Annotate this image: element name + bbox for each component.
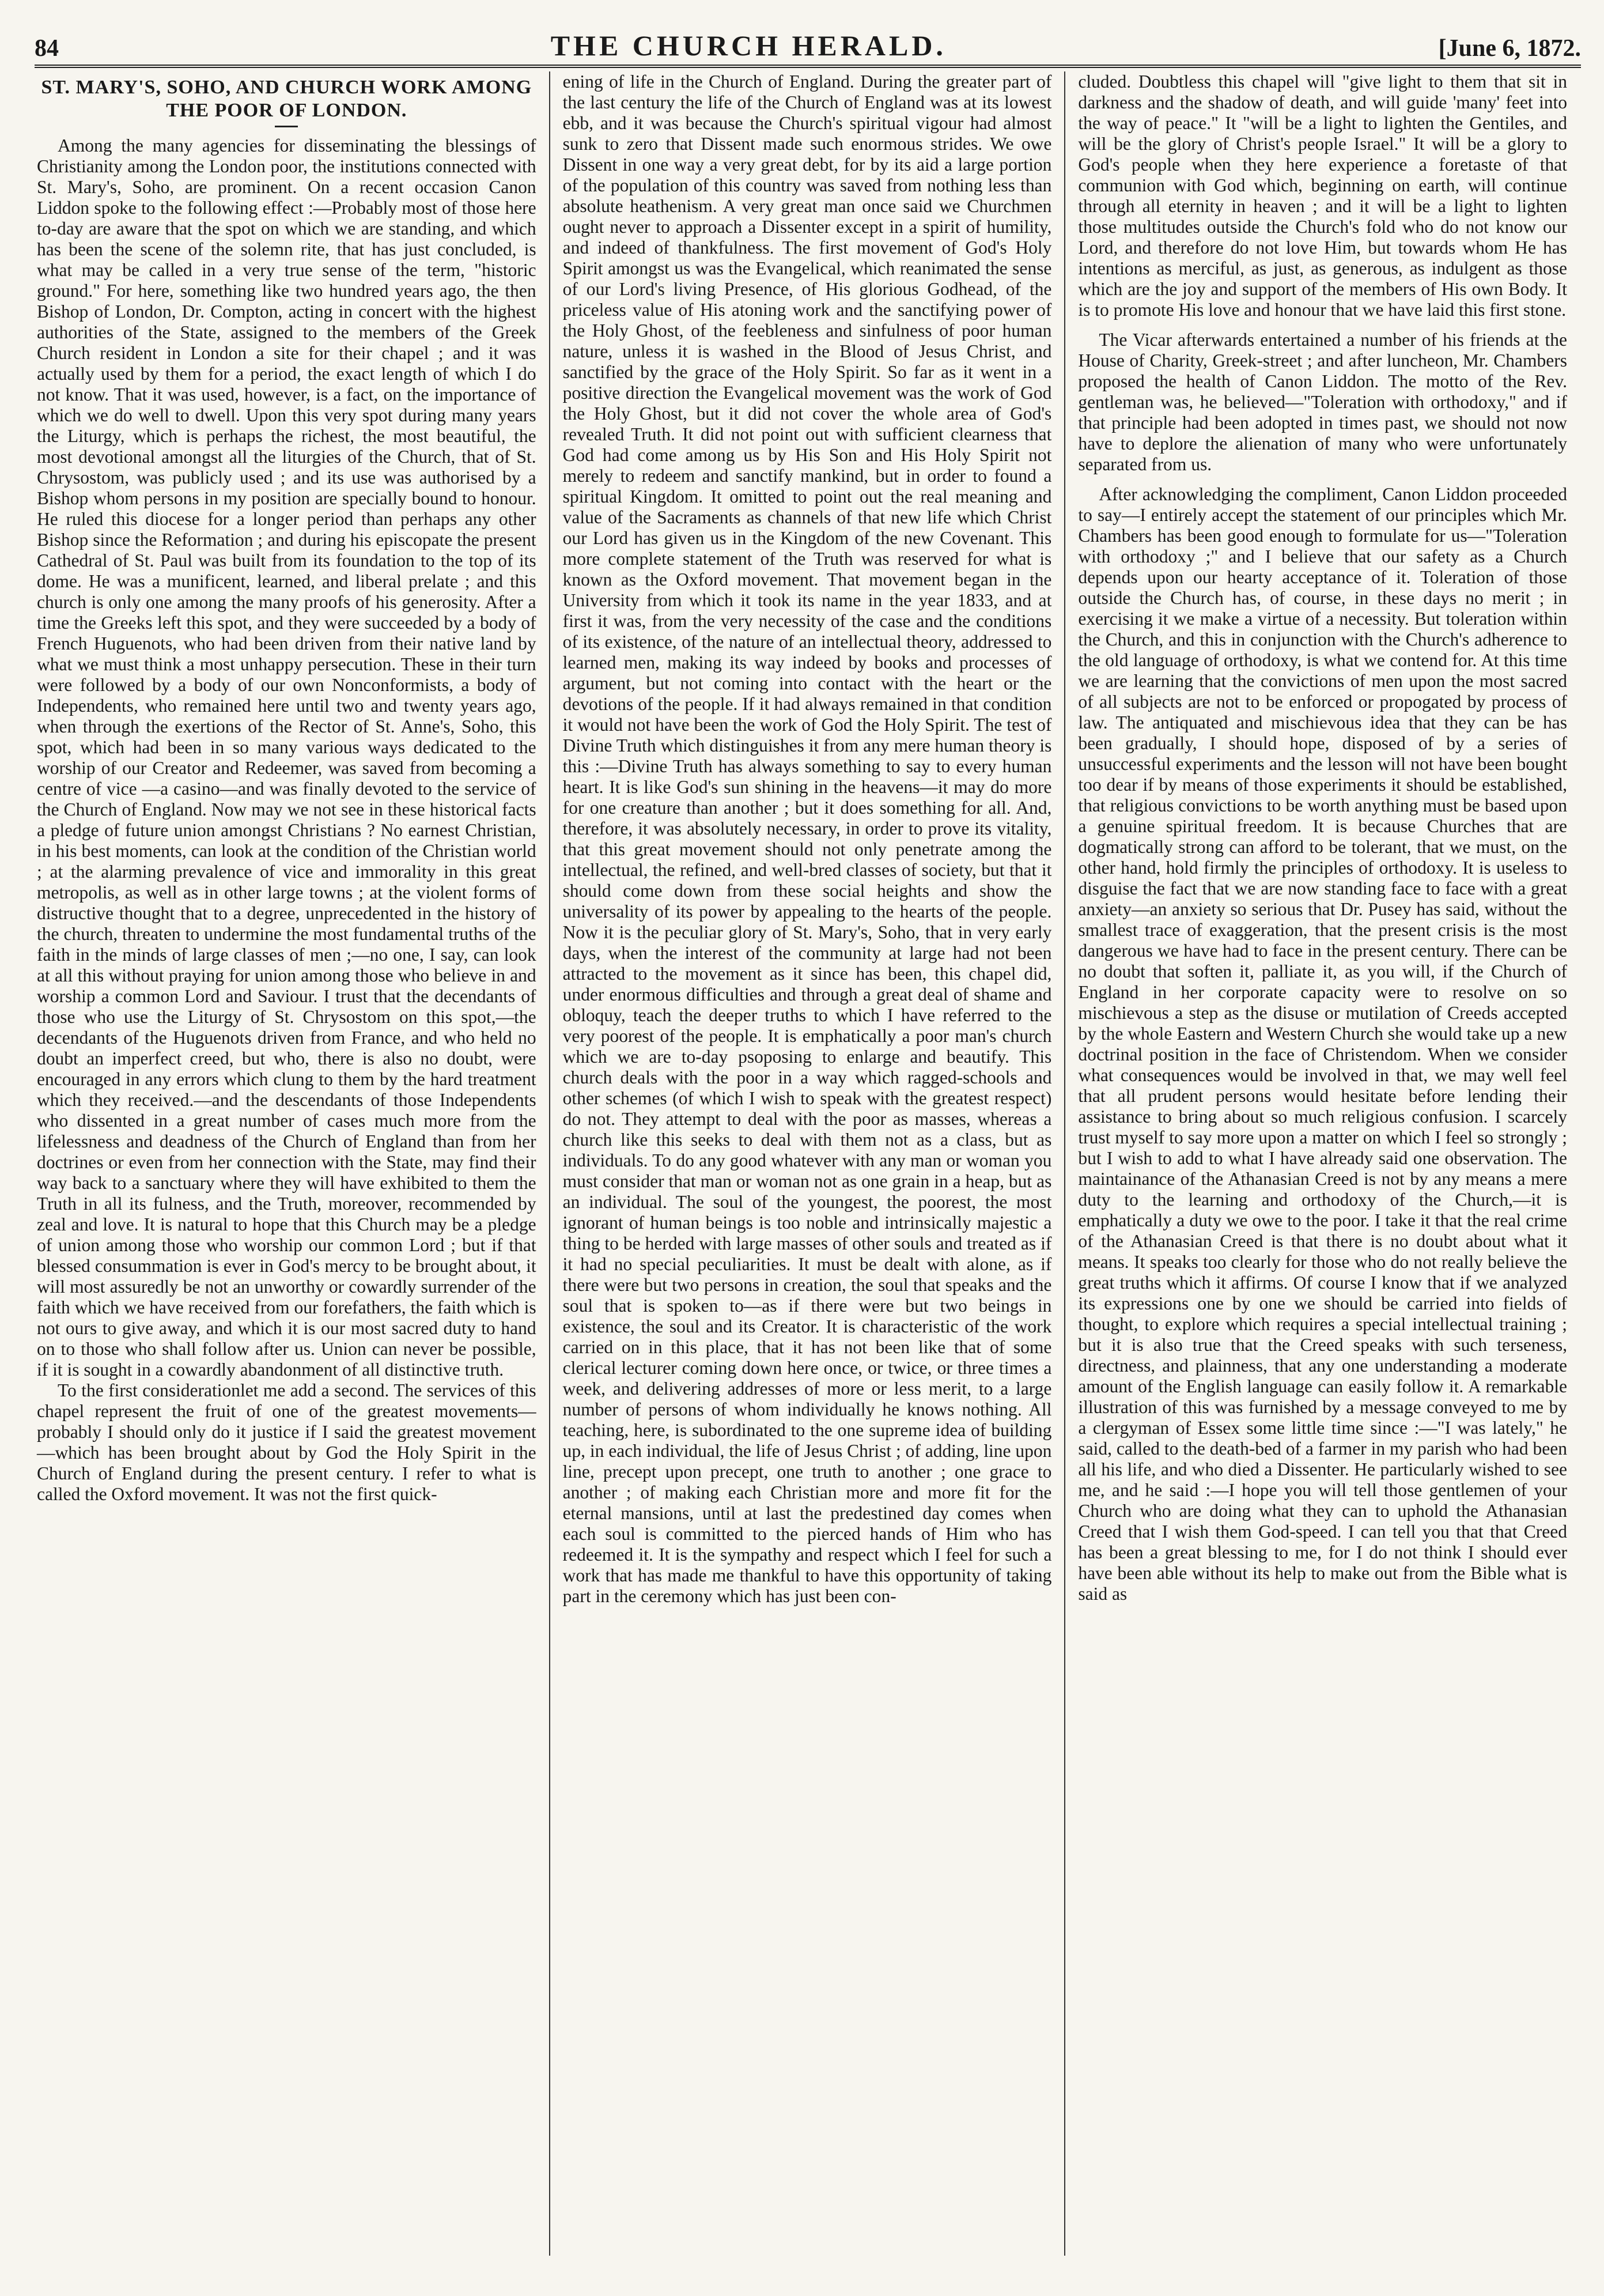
paragraph: Among the many agencies for disseminating the blessings of Christianity among the London poor, the institutions connected with St. Mary's, Soho, are prominent. On a recent occasion Canon Liddon spoke to the following effect :—Probably most of those here to-day are aware that the spot on which we are standing, and which has been the scene of the solemn rite, that has just concluded, is what may be called in a very true sense of the term, "historic ground." For here, something like two hundred years ago, the then Bishop of London, Dr. Compton, acting in concert with the highest authorities of the State, assigned to the members of the Greek Church resident in London a site for their chapel ; and it was actually used by them for a period, the exact length of which I do not know. That it was used, however, is a fact, on the importance of which we do well to dwell. Upon this very spot during many years the Liturgy, which is perhaps the richest, the most beautiful, the most devotional amongst all the liturgies of the Church, that of St. Chrysostom, was publicly used ; and its use was authorised by a Bishop whom persons in my position are specially bound to honour. He ruled this diocese for a longer period than perhaps any other Bishop since the Reformation ; and during his episcopate the present Cathedral of St. Paul was built from its foundation to the top of its dome. He was a munificent, learned, and liberal prelate ; and this church is only one among the many proofs of his generosity. After a time the Greeks left this spot, and they were succeeded by a body of French Huguenots, who had been driven from their native land by what we must think a most unhappy persecution. These in their turn were followed by a body of our own Nonconformists, a body of Independents, who remained here until two and twenty years ago, when through the exertions of the Rector of St. Anne's, Soho, this spot, which had been in so many various ways dedicated to the worship of our Creator and Redeemer, was saved from becoming a centre of vice —a casino—and was finally devoted to the service of the Church of England. Now may we not see in these historical facts a pledge of future union amongst Christians ? No earnest Christian, in his best moments, can look at the condition of the Christian world ; at the alarming prevalence of vice and immorality in this great metropolis, as well as in other large towns ; at the violent forms of distructive thought that to a degree, unprecedented in the history of the church, threaten to undermine the most fundamental truths of the faith in the minds of large classes of men ;—no one, I say, can look at all this without praying for union among those who believe in and worship a common Lord and Saviour. I trust that the decendants of those who use the Liturgy of St. Chrysostom on this spot,—the decendants of the Huguenots driven from France, and who held no doubt an imperfect creed, but who, there is also no doubt, were encouraged in any errors which clung to them by the hard treatment which they received.—and the descendants of those Independents who dissented in a great number of cases much more from the lifelessness and deadness of the Church of England than from her doctrines or even from her connection with the State, may find their way back to a sanctuary where they will have exhibited to them the Truth in all its fulness, and the Truth, moreover, recommended by zeal and love. It is natural to hope that this Church may be a pledge of union among those who worship our common Lord ; but if that blessed consummation is ever in God's mercy to be brought about, it will most assuredly be not an unworthy or cowardly surrender of the faith which we have received from our forefathers, the faith which is not ours to give away, and which it is our most sacred duty to hand on to those who shall follow after us. Union can never be possible, if it is sought in a cowardly abandonment of all distinctive truth. — [37, 135, 536, 1380]
article-title: ST. MARY'S, SOHO, AND CHURCH WORK AMONG THE POOR OF LONDON. — [41, 77, 532, 121]
paragraph: After acknowledging the compliment, Canon Liddon proceeded to say—I entirely accept the statement of our principles which Mr. Chambers has been good enough to formulate for us—"Toleration with orthodoxy ;" and I believe that our safety as a Church depends upon our hearty acceptance of it. Toleration of those outside the Church has, of course, in these days no merit ; in exercising it we make a virtue of a necessity. But toleration within the Church, and this in conjunction with the Church's adherence to the old language of orthodoxy, is what we contend for. At this time we are learning that the convictions of men upon the most sacred of all subjects are not to be enforced or propogated by process of law. The antiquated and mischievous idea that they can be has been gradually, I should hope, disposed of by a series of unsuccessful experiments and the lesson will not have been bought too dear if by means of those experiments it should be established, that religious convictions to be worth anything must be based upon a genuine spiritual freedom. It is because Churches that are dogmatically strong can afford to be tolerant, that we must, on the other hand, hold firmly the principles of orthodoxy. It is useless to disguise the fact that we are now standing face to face with a great anxiety—an anxiety so serious that Dr. Pusey has said, without the smallest trace of exaggeration, that the present crisis is the most dangerous we have had to face in the present century. There can be no doubt that soften it, palliate it, as you will, if the Church of England in her corporate capacity were to resolve on so mischievous a step as the disuse or mutilation of Creeds accepted by the whole Eastern and Western Church she would take up a new doctrinal position in the face of Christendom. When we consider what consequences would be involved in that, we may well feel that all prudent persons would hesitate before lending their assistance to bring about so much religious confusion. I scarcely trust myself to say more upon a matter on which I feel so strongly ; but I wish to add to what I have already said one observation. The maintainance of the Athanasian Creed is not by any means a mere duty to the learning and orthodoxy of the Church,—it is emphatically a duty we owe to the poor. I take it that the real crime of the Athanasian Creed is that there is no doubt about what it means. It speaks too clearly for those who do not really believe the great truths which it affirms. Of course I know that if we analyzed its expressions one by one we should be carried into fields of thought, to explore which requires a special intellectual training ; but it is also true that the Creed speaks with such terseness, directness, and plainness, that any one understanding a moderate amount of the English language can easily follow it. A remarkable illustration of this was furnished by a message conveyed to me by a clergyman of Essex some little time since :—"I was lately," he said, called to the death-bed of a farmer in my parish who had been all his life, and who died a Dissenter. He particularly wished to see me, and he said :—I hope you will tell those gentlemen of your Church who are doing what they can to uphold the Athanasian Creed that I wish them God-speed. I can tell you that that Creed has been a great blessing to me, for I do not think I should ever have been able without its help to make out from the Bible what is said as — [1078, 484, 1567, 1604]
issue-date: [June 6, 1872. — [1438, 35, 1581, 62]
page-header — [35, 16, 1581, 68]
paragraph: cluded. Doubtless this chapel will "give light to them that sit in darkness and the shadow of death, and will guide 'many' feet into the way of peace." It "will be a light to lighten the Gentiles, and will be the glory of Christ's people Israel." It will be a glory to God's people when they here experience a foretaste of that communion with God which, beginning on earth, will continue through all eternity in heaven ; and it will be a light to lighten those multitudes outside the Church's fold who do not know our Lord, and therefore do not love Him, but towards whom He has intentions as merciful, as just, as generous, as indulgent as those which are the joy and support of the members of His own Body. It is to promote His love and honour that we have laid this first stone. — [1078, 71, 1567, 320]
page-number: 84 — [35, 35, 59, 62]
column-3 — [1064, 71, 1580, 2256]
column-2 — [549, 71, 1065, 2256]
column-1 — [33, 71, 549, 2256]
paragraph: To the first considerationlet me add a second. The services of this chapel represent the fruit of one of the greatest movements—probably I should only do it justice if I said the greatest movement—which has been brought about by God the Holy Spirit in the Church of England during the present century. I refer to what is called the Oxford movement. It was not the first quick- — [37, 1380, 536, 1504]
paragraph: The Vicar afterwards entertained a number of his friends at the House of Charity, Greek-street ; and after luncheon, Mr. Chambers proposed the health of Canon Liddon. The motto of the Rev. gentleman was, he believed—"Toleration with orthodoxy," and if that principle had been adopted in times past, we should not now have to deplore the alienation of many who were unfortunately separated from us. — [1078, 330, 1567, 474]
article-columns — [33, 71, 1580, 2256]
title-rule — [275, 126, 298, 127]
publication-title: THE CHURCH HERALD. — [550, 29, 947, 62]
paragraph: ening of life in the Church of England. During the greater part of the last century the life of the Church of England was at its lowest ebb, and it was because the Church's spiritual vigour had almost sunk to zero that Dissent made such enormous strides. We owe Dissent in one way a very great debt, for by its aid a large portion of the population of this country was saved from nothing less than absolute heathenism. A very great man once said we Churchmen ought never to approach a Dissenter except in a spirit of humility, and indeed of thankfulness. The first movement of God's Holy Spirit amongst us was the Evangelical, which reanimated the sense of our Lord's living Presence, of His glorious Godhead, of the priceless value of His atoning work and the sanctifying power of the Holy Ghost, of the feebleness and sinfulness of poor human nature, unless it is washed in the Blood of Jesus Christ, and sanctified by the grace of the Holy Spirit. So far as it went in a positive direction the Evangelical movement was the work of God the Holy Ghost, but it did not cover the whole area of God's revealed Truth. It did not point out with sufficient clearness that God had come among us by His Son and His Holy Spirit not merely to redeem and sanctify mankind, but in order to found a spiritual Kingdom. It omitted to point out the real meaning and value of the Sacraments as channels of that new life which Christ our Lord has given us in the Kingdom of the new Covenant. This more complete statement of the Truth was reserved for what is known as the Oxford movement. That movement began in the University from which it took its name in the year 1833, and at first it was, from the very necessity of the case and the conditions of its existence, of the nature of an intellectual theory, addressed to learned men, making its way indeed by books and processes of argument, but not coming into contact with the heart or the devotions of the people. If it had always remained in that condition it would not have been the work of God the Holy Spirit. The test of Divine Truth which distinguishes it from any mere human theory is this :—Divine Truth has always something to say to every human heart. It is like God's sun shining in the heavens—it may do more for one creature than another ; but it does something for all. And, therefore, it was absolutely necessary, in order to prove its vitality, that this great movement should not only penetrate among the intellectual, the refined, and well-bred classes of society, but that it should come down from these social heights and show the universality of its power by appealing to the hearts of the people. Now it is the peculiar glory of St. Mary's, Soho, that in very early days, when the interest of the community at large had not been attracted to the movement as it since has been, this chapel did, under enormous difficulties and through a great deal of shame and obloquy, teach the deeper truths to which I have referred to the very poorest of the people. It is emphatically a poor man's church which we are to-day psoposing to enlarge and beautify. This church deals with the poor in a way which ragged-schools and other schemes (of which I wish to speak with the greatest respect) do not. They attempt to deal with the poor as masses, whereas a church like this seeks to deal with them not as a class, but as individuals. To do any good whatever with any man or woman you must consider that man or woman not as one grain in a heap, but as an individual. The soul of the youngest, the poorest, the most ignorant of human beings is too noble and intrinsically majestic a thing to be herded with large masses of other souls and treated as if it had no special peculiarities. It must be dealt with alone, as if there were but two persons in creation, the soul that speaks and the soul that is spoken to—as if there were but two beings in existence, the soul and its Creator. It is characteristic of the work carried on in this place, that it has not been like that of some clerical lecturer coming down here once, or twice, or three times a week, and delivering addresses of more or less merit, to a large number of persons of whom individually he knows nothing. All teaching, here, is subordinated to the one supreme idea of building up, in each individual, the life of Jesus Christ ; of adding, line upon line, precept upon precept, one truth to another ; one grace to another ; of making each Christian more and more fit for the eternal mansions, until at last the predestined day comes when each soul is committed to the pierced hands of Him who has redeemed it. It is the sympathy and respect which I feel for such a work that has made me thankful to have this opportunity of taking part in the ceremony which has just been con- — [562, 71, 1052, 1606]
